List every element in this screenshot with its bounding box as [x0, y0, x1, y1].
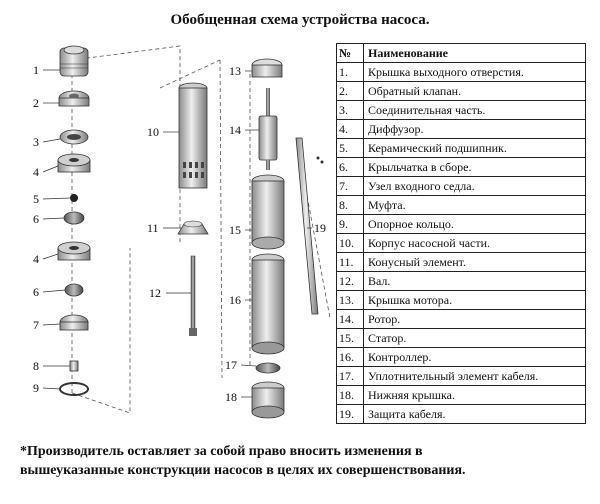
row-name: Вал. — [364, 272, 586, 291]
part-9-support-ring — [60, 383, 88, 395]
table-row — [337, 348, 586, 367]
row-name: Обратный клапан. — [364, 82, 586, 101]
row-name: Защита кабеля. — [364, 405, 586, 424]
diagram-label-1: 1 — [33, 63, 39, 77]
column-header-number: № — [337, 44, 364, 63]
diagram-label-15: 15 — [229, 223, 241, 237]
diagram-label-10: 10 — [147, 125, 159, 139]
row-name: Крышка мотора. — [364, 291, 586, 310]
row-number: 5. — [337, 139, 364, 158]
diagram-label-18: 18 — [225, 390, 237, 404]
diagram-label-4a: 4 — [33, 165, 39, 179]
diagram-label-17: 17 — [225, 358, 237, 372]
table-row — [337, 405, 586, 424]
row-number: 10. — [337, 234, 364, 253]
diagram-label-5: 5 — [33, 192, 39, 206]
table-row — [337, 386, 586, 405]
row-number: 15. — [337, 329, 364, 348]
page-title: Обобщенная схема устройства насоса. — [170, 12, 430, 28]
table-row — [337, 196, 586, 215]
diagram-label-11: 11 — [147, 221, 159, 235]
table-header-row — [337, 44, 586, 63]
table-row — [337, 120, 586, 139]
row-number: 17. — [337, 367, 364, 386]
diagram-label-6a: 6 — [33, 212, 39, 226]
table-row — [337, 272, 586, 291]
part-18-bottom-cover — [252, 382, 284, 418]
disclaimer-line-1: *Производитель оставляет за собой право вносить изменения в — [20, 444, 423, 459]
diagram-label-14: 14 — [229, 123, 241, 137]
table-row — [337, 158, 586, 177]
row-number: 2. — [337, 82, 364, 101]
part-6-impeller-a — [64, 212, 84, 224]
table-row — [337, 367, 586, 386]
row-number: 14. — [337, 310, 364, 329]
table-row — [337, 177, 586, 196]
row-number: 9. — [337, 215, 364, 234]
table-row — [337, 215, 586, 234]
part-8-coupling — [70, 361, 78, 371]
row-name: Ротор. — [364, 310, 586, 329]
diagram-label-6b: 6 — [33, 285, 39, 299]
part-5-ceramic-bearing — [70, 194, 78, 202]
part-4-diffuser-a — [58, 154, 90, 172]
diagram-label-9: 9 — [33, 381, 39, 395]
row-name: Узел входного седла. — [364, 177, 586, 196]
part-7-inlet-seat — [60, 315, 88, 330]
row-name: Корпус насосной части. — [364, 234, 586, 253]
table-row — [337, 329, 586, 348]
diagram-label-8: 8 — [33, 359, 39, 373]
row-name: Соединительная часть. — [364, 101, 586, 120]
table-row — [337, 82, 586, 101]
row-number: 6. — [337, 158, 364, 177]
part-3-connector — [60, 130, 88, 144]
diagram-label-19: 19 — [314, 221, 326, 235]
part-14-rotor — [259, 88, 277, 170]
row-name: Опорное кольцо. — [364, 215, 586, 234]
part-6-impeller-b — [65, 284, 83, 296]
part-4-diffuser-b — [58, 242, 90, 260]
table-row — [337, 253, 586, 272]
diagram-label-12: 12 — [149, 286, 161, 300]
row-number: 13. — [337, 291, 364, 310]
part-17-cable-seal — [256, 363, 280, 373]
disclaimer-line-2: вышеуказанные конструкции насосов в целях их совершенствования. — [20, 463, 466, 478]
diagram-label-7: 7 — [33, 318, 39, 332]
diagram-label-3: 3 — [33, 135, 39, 149]
part-15-stator — [252, 175, 284, 249]
column-header-name: Наименование — [364, 44, 586, 63]
row-number: 4. — [337, 120, 364, 139]
row-name: Конусный элемент. — [364, 253, 586, 272]
row-name: Муфта. — [364, 196, 586, 215]
disclaimer-note — [20, 442, 590, 480]
row-number: 7. — [337, 177, 364, 196]
table-row — [337, 310, 586, 329]
part-12-shaft — [189, 256, 197, 336]
row-name: Диффузор. — [364, 120, 586, 139]
diagram-label-4b: 4 — [33, 252, 39, 266]
diagram-label-13: 13 — [229, 64, 241, 78]
row-name: Крышка выходного отверстия. — [364, 63, 586, 82]
row-name: Керамический подшипник. — [364, 139, 586, 158]
diagram-label-16: 16 — [229, 293, 241, 307]
table-row — [337, 63, 586, 82]
row-number: 3. — [337, 101, 364, 120]
row-number: 1. — [337, 63, 364, 82]
part-13-motor-cover — [252, 59, 282, 77]
part-10-pump-housing — [179, 83, 207, 188]
row-name: Статор. — [364, 329, 586, 348]
part-11-cone-element — [178, 221, 208, 234]
row-name: Нижняя крышка. — [364, 386, 586, 405]
row-number: 19. — [337, 405, 364, 424]
row-name: Крыльчатка в сборе. — [364, 158, 586, 177]
table-row — [337, 234, 586, 253]
part-2-check-valve — [59, 91, 89, 106]
part-1-outlet-cover — [60, 46, 88, 76]
row-number: 16. — [337, 348, 364, 367]
row-number: 18. — [337, 386, 364, 405]
table-row — [337, 101, 586, 120]
exploded-pump-diagram — [0, 38, 334, 438]
table-row — [337, 291, 586, 310]
parts-table — [336, 43, 586, 424]
row-number: 12. — [337, 272, 364, 291]
part-16-controller — [252, 254, 284, 354]
row-number: 8. — [337, 196, 364, 215]
table-row — [337, 139, 586, 158]
row-name: Контроллер. — [364, 348, 586, 367]
diagram-label-2: 2 — [33, 96, 39, 110]
row-name: Уплотнительный элемент кабеля. — [364, 367, 586, 386]
row-number: 11. — [337, 253, 364, 272]
